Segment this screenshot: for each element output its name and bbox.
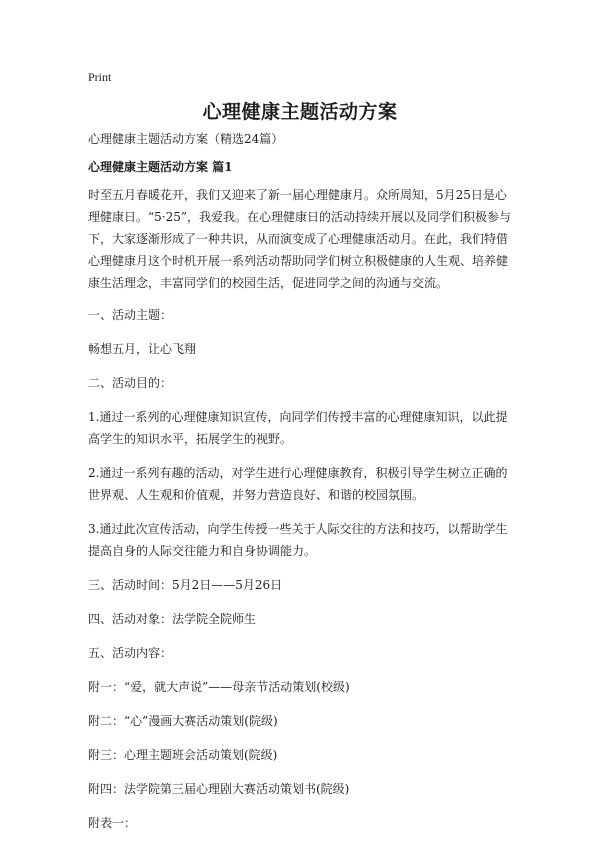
appendix-table-1: 附表一： — [88, 816, 137, 830]
heading-activity-content: 五、活动内容： — [88, 646, 173, 660]
appendix-3: 附三：心理主题班会活动策划(院级) — [88, 748, 278, 762]
purpose-item-2: 2.通过一系列有趣的活动，对学生进行心理健康教育，积极引导学生树立正确的世界观、人生观和价值观，并努力营造良好、和谐的校园氛围。 — [88, 466, 508, 502]
heading-activity-theme: 一、活动主题： — [88, 308, 173, 322]
appendix-4: 附四：法学院第三届心理剧大赛活动策划书(院级) — [88, 782, 350, 796]
activity-time: 三、活动时间：5月2日——5月26日 — [88, 578, 283, 592]
document-subtitle: 心理健康主题活动方案（精选24篇） — [88, 132, 284, 146]
purpose-item-1: 1.通过一系列的心理健康知识宣传，向同学们传授丰富的心理健康知识，以此提高学生的知识水平，拓展学生的视野。 — [88, 410, 508, 446]
appendix-2: 附二：“心”漫画大赛活动策划(院级) — [88, 714, 278, 728]
document-body — [88, 128, 514, 846]
activity-theme-text: 畅想五月，让心飞翔 — [88, 342, 197, 356]
document-title: 心理健康主题活动方案 — [202, 101, 398, 123]
appendix-1: 附一：“爱，就大声说”——母亲节活动策划(校级) — [88, 680, 350, 694]
activity-target: 四、活动对象：法学院全院师生 — [88, 612, 257, 626]
heading-activity-purpose: 二、活动目的： — [88, 376, 173, 390]
print-label[interactable]: Print — [88, 70, 112, 84]
section-title: 心理健康主题活动方案 篇1 — [88, 160, 233, 174]
intro-paragraph: 时至五月春暖花开，我们又迎来了新一届心理健康月。众所周知，5月25日是心理健康日。“5·25”，我爱我。在心理健康日的活动持续开展以及同学们积极参与下，大家逐渐形成了一种共识，从而演变成了心理健康活动月。在此，我们特借心理健康月这个时机开展一系列活动帮助同学们树立积极健康的人生观、培养健康生活理念，丰富同学们的校园生活，促进同学之间的沟通与交流。 — [88, 188, 511, 290]
purpose-item-3: 3.通过此次宣传活动，向学生传授一些关于人际交往的方法和技巧，以帮助学生提高自身的人际交往能力和自身协调能力。 — [88, 522, 508, 558]
